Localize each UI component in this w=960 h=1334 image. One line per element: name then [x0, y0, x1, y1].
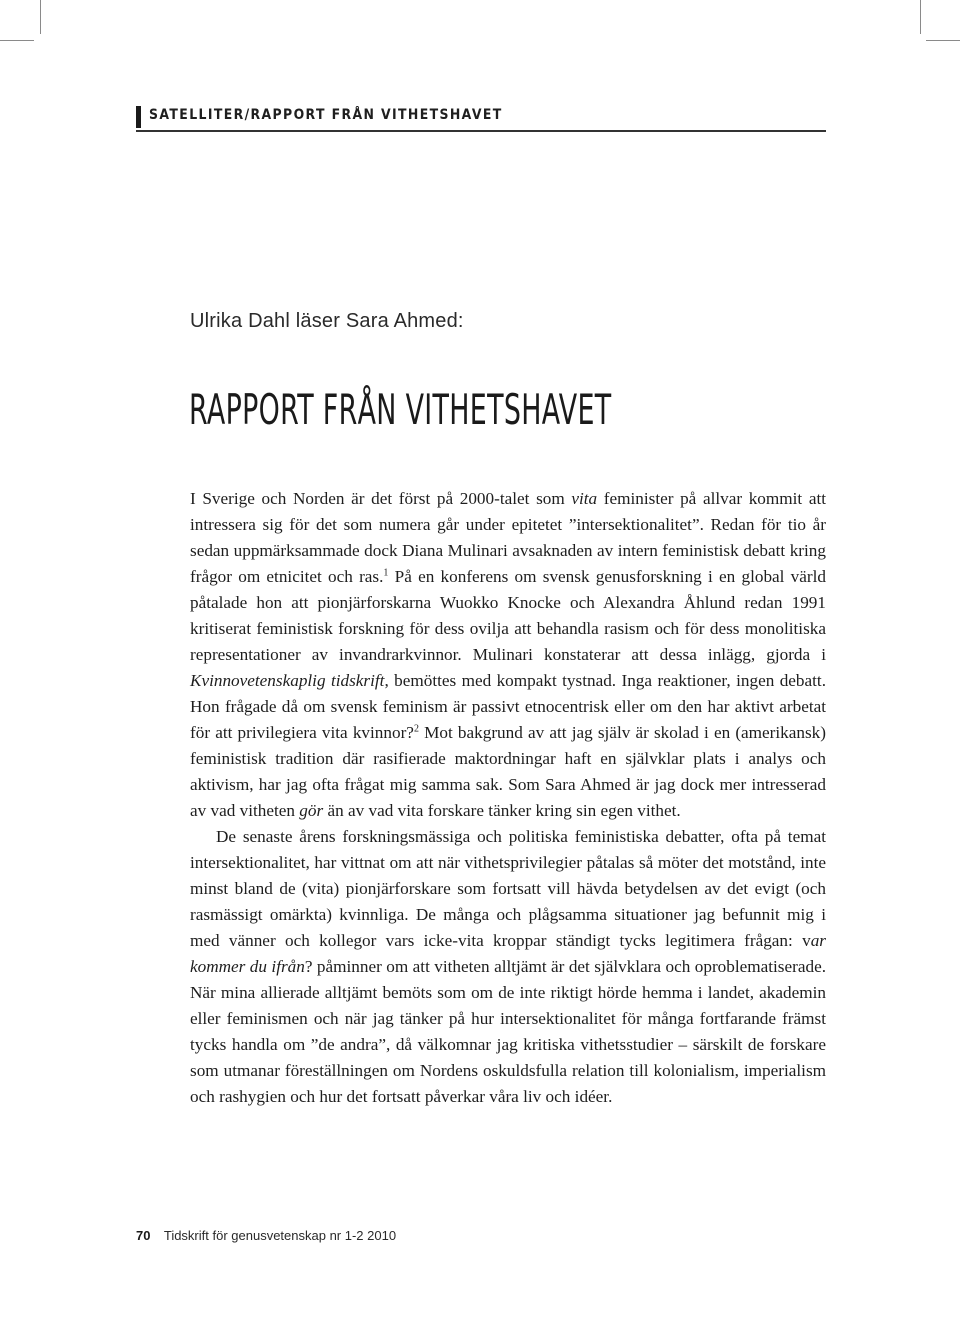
crop-mark — [0, 40, 34, 41]
paragraph-1 — [190, 486, 826, 824]
text-run: Mot bakgrund av att jag själv är skolad i en (amerikansk) feministisk tradition där rasifierade maktordningar haft en självklar plats i analys och aktivism, har jag ofta frågat mig samma sak. Som Sara Ahmed är jag dock mer intresserad av vad vitheten — [190, 723, 826, 820]
crop-mark — [40, 0, 41, 34]
text-run: än av vad vita forskare tänker kring sin egen vithet. — [323, 801, 681, 820]
emphasis-journal-name: Kvinnovetenskaplig tidskrift — [190, 671, 385, 690]
section-label: SATELLITER/RAPPORT FRÅN VITHETSHAVET — [149, 107, 503, 123]
page-footer — [136, 1228, 396, 1243]
paragraph-2 — [190, 824, 826, 1110]
emphasis: gör — [299, 801, 324, 820]
article-byline: Ulrika Dahl läser Sara Ahmed: — [190, 310, 464, 332]
section-marker-bar — [136, 106, 141, 128]
text-run: feminister på allvar kommit att intressera sig för det som numera går under epitetet ”intersektionalitet”. Redan för tio år sedan uppmärksammade dock Diana Mulinari avsaknaden av intern feministisk debatt kring frågor om etnicitet och ras. — [190, 489, 827, 586]
journal-name: Tidskrift för genusvetenskap nr 1-2 2010 — [163, 1228, 397, 1243]
footnote-ref-2[interactable]: 2 — [413, 723, 419, 735]
text-run: På en konferens om svensk genusforskning i en global värld påtalade hon att pionjärforskarna Wuokko Knocke och Alexandra Åhlund redan 1991 kritiserat feministisk forskning för dess ovilja att behandla rasism och för dess monolitiska representationer av invandrarkvinnor. Mulinari konstaterar att dessa inlägg, gjorda i — [190, 567, 826, 664]
text-run: I Sverige och Norden är det först på 2000-talet som — [190, 489, 572, 508]
article-body — [190, 486, 826, 1110]
article-title: RAPPORT FRÅN VITHETSHAVET — [189, 385, 612, 434]
page-number: 70 — [136, 1228, 151, 1243]
emphasis-question: ar kommer du ifrån — [190, 931, 826, 976]
section-header — [136, 104, 826, 132]
text-run: De senaste årens forskningsmässiga och politiska feministiska debatter, ofta på temat intersektionalitet, har vittnat om att när vithetsprivilegier påtalas så möter det motstånd, inte minst bland de (vita) pionjärforskare som fortsatt vill hävda betydelsen av det evigt (och rasmässigt omärkta) kvinnliga. De många och plågsamma situationer jag befunnit mig i med vänner och kollegor vars icke-vita kroppar ständigt tycks legitimera frågan: v — [190, 827, 826, 950]
text-run: , bemöttes med kompakt tystnad. Inga reaktioner, ingen debatt. Hon frågade då om svensk feminism är passivt etnocentrisk eller om den har aktivt arbetat för att privilegiera vita kvinnor? — [190, 671, 826, 742]
crop-mark — [926, 40, 960, 41]
footnote-ref-1[interactable]: 1 — [383, 567, 389, 579]
text-run: ? påminner om att vitheten alltjämt är det självklara och oproblematiserade. När mina allierade alltjämt bemöts som om de inte riktigt hörde hemma i landet, akademin eller feminismen och när jag tänker på hur intersektionalitet för många fortfarande främst tycks handla om ”de andra”, då välkomnar jag kritiska vithetsstudier – särskilt de forskare som utmanar föreställningen om Nordens oskuldsfulla relation till kolonialism, imperialism och rashygien och hur det fortsatt påverkar våra liv och idéer. — [190, 957, 826, 1106]
crop-mark — [920, 0, 921, 34]
emphasis: vita — [571, 489, 598, 508]
